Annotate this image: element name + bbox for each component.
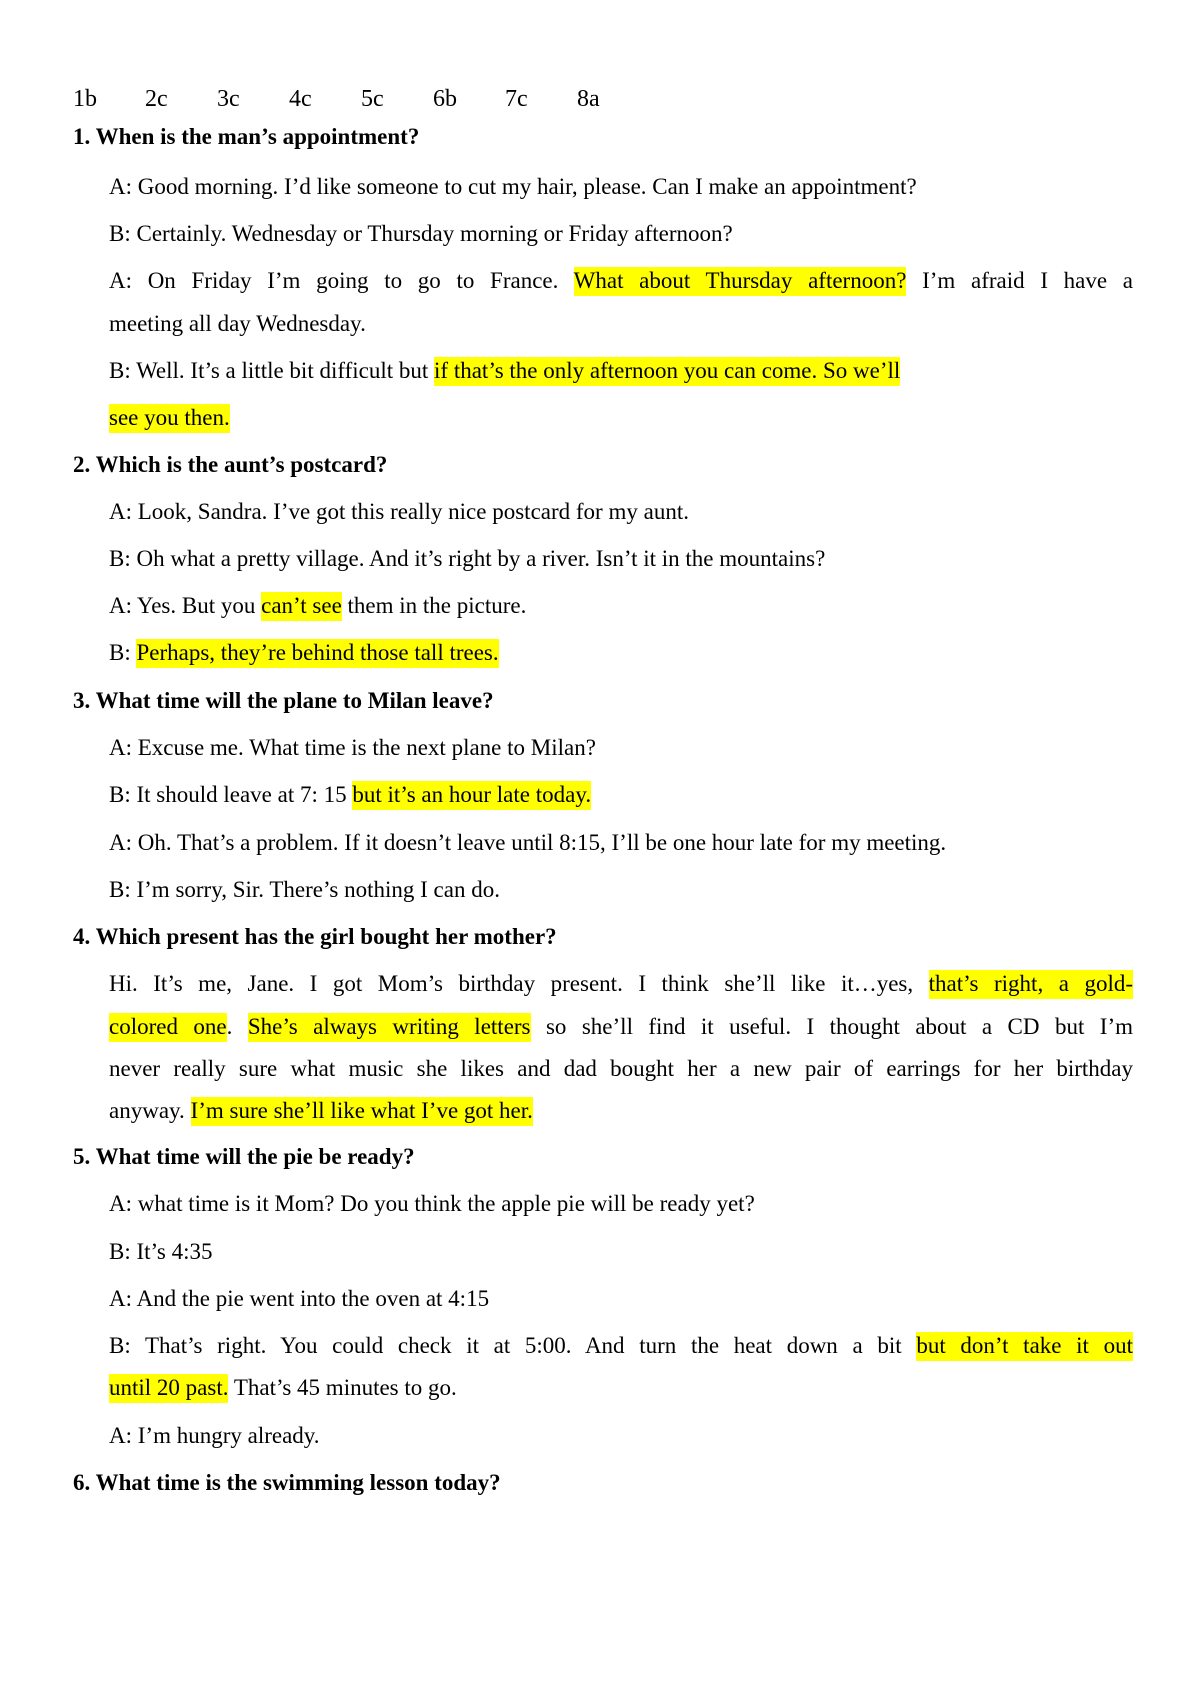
- q3-line-4: B: I’m sorry, Sir. There’s nothing I can do.: [109, 877, 500, 902]
- q4-line-2: [109, 1012, 1133, 1042]
- answer-8: 8a: [577, 86, 600, 112]
- question-3-title: 3. What time will the plane to Milan leave?: [73, 688, 494, 713]
- answer-2: 2c: [145, 86, 168, 112]
- q4-line-1-highlight: that’s right, a gold-: [929, 970, 1133, 999]
- q4-line-1-text: Hi. It’s me, Jane. I got Mom’s birthday present. I think she’ll like it…yes,: [109, 971, 929, 996]
- q4-line-1: [109, 969, 1133, 999]
- q2-line-3: [109, 591, 1133, 621]
- q4-line-2-tail: so she’ll find it useful. I thought about a CD but I’m: [530, 1014, 1133, 1039]
- question-6-title: 6. What time is the swimming lesson today?: [73, 1470, 501, 1495]
- q5-line-4-text: B: That’s right. You could check it at 5:00. And turn the heat down a bit: [109, 1333, 917, 1358]
- q5-line-3: A: And the pie went into the oven at 4:15: [109, 1286, 490, 1311]
- q5-line-5-tail: That’s 45 minutes to go.: [228, 1375, 457, 1400]
- q1-line-5-text: B: Well. It’s a little bit difficult but: [109, 358, 435, 383]
- q5-line-4: [109, 1331, 1133, 1361]
- q1-line-4: meeting all day Wednesday.: [109, 311, 366, 336]
- q4-line-4: [109, 1096, 1133, 1126]
- answer-5: 5c: [361, 86, 384, 112]
- q2-line-1: A: Look, Sandra. I’ve got this really nice postcard for my aunt.: [109, 499, 689, 524]
- q5-line-6: A: I’m hungry already.: [109, 1423, 320, 1448]
- q4-line-4-highlight: I’m sure she’ll like what I’ve got her.: [191, 1097, 533, 1126]
- answer-1: 1b: [73, 86, 97, 112]
- question-4-title: 4. Which present has the girl bought her mother?: [73, 924, 557, 949]
- q4-line-3: never really sure what music she likes and dad bought her a new pair of earrings for her birthday: [109, 1056, 1133, 1081]
- q1-line-3-text: A: On Friday I’m going to go to France.: [109, 268, 574, 293]
- q1-line-3: [109, 266, 1133, 296]
- q1-line-6-highlight: see you then.: [109, 404, 230, 433]
- q2-line-4: [109, 638, 1133, 668]
- question-1-title: 1. When is the man’s appointment?: [73, 124, 420, 149]
- q4-line-2-highlight-1: colored one: [109, 1013, 227, 1042]
- q5-line-1: A: what time is it Mom? Do you think the apple pie will be ready yet?: [109, 1191, 755, 1216]
- answer-6: 6b: [433, 86, 457, 112]
- q3-line-3: A: Oh. That’s a problem. If it doesn’t leave until 8:15, I’ll be one hour late for my meeting.: [109, 830, 947, 855]
- q5-line-2: B: It’s 4:35: [109, 1239, 213, 1264]
- q1-line-5: [109, 356, 1133, 386]
- q2-line-3-text: A: Yes. But you: [109, 593, 262, 618]
- q2-line-4-highlight: Perhaps, they’re behind those tall trees.: [136, 639, 498, 668]
- question-2-title: 2. Which is the aunt’s postcard?: [73, 452, 388, 477]
- q3-line-2-highlight: but it’s an hour late today.: [352, 781, 591, 810]
- q2-line-3-tail: them in the picture.: [341, 593, 527, 618]
- answer-7: 7c: [505, 86, 528, 112]
- q1-line-1: A: Good morning. I’d like someone to cut my hair, please. Can I make an appointment?: [109, 174, 917, 199]
- q3-line-2: [109, 780, 1133, 810]
- q1-line-2: B: Certainly. Wednesday or Thursday morning or Friday afternoon?: [109, 221, 733, 246]
- q3-line-2-text: B: It should leave at 7: 15: [109, 782, 353, 807]
- q5-line-5-highlight: until 20 past.: [109, 1374, 228, 1403]
- q1-line-3-highlight: What about Thursday afternoon?: [574, 267, 907, 296]
- q4-line-4-text: anyway.: [109, 1098, 191, 1123]
- q2-line-3-highlight: can’t see: [261, 592, 342, 621]
- question-5-title: 5. What time will the pie be ready?: [73, 1144, 415, 1169]
- q1-line-5-highlight: if that’s the only afternoon you can come. So we’ll: [434, 357, 900, 386]
- answer-3: 3c: [217, 86, 240, 112]
- q4-line-2-sep: .: [226, 1014, 248, 1039]
- q1-line-3-tail: I’m afraid I have a: [906, 268, 1133, 293]
- q3-line-1: A: Excuse me. What time is the next plane to Milan?: [109, 735, 596, 760]
- q2-line-4-text: B:: [109, 640, 137, 665]
- q5-line-4-highlight: but don’t take it out: [916, 1332, 1133, 1361]
- q5-line-5: [109, 1373, 1133, 1403]
- answer-key: [73, 84, 649, 114]
- q4-line-2-highlight-2: She’s always writing letters: [248, 1013, 531, 1042]
- q1-line-6: [109, 403, 1133, 433]
- q2-line-2: B: Oh what a pretty village. And it’s right by a river. Isn’t it in the mountains?: [109, 546, 826, 571]
- answer-4: 4c: [289, 86, 312, 112]
